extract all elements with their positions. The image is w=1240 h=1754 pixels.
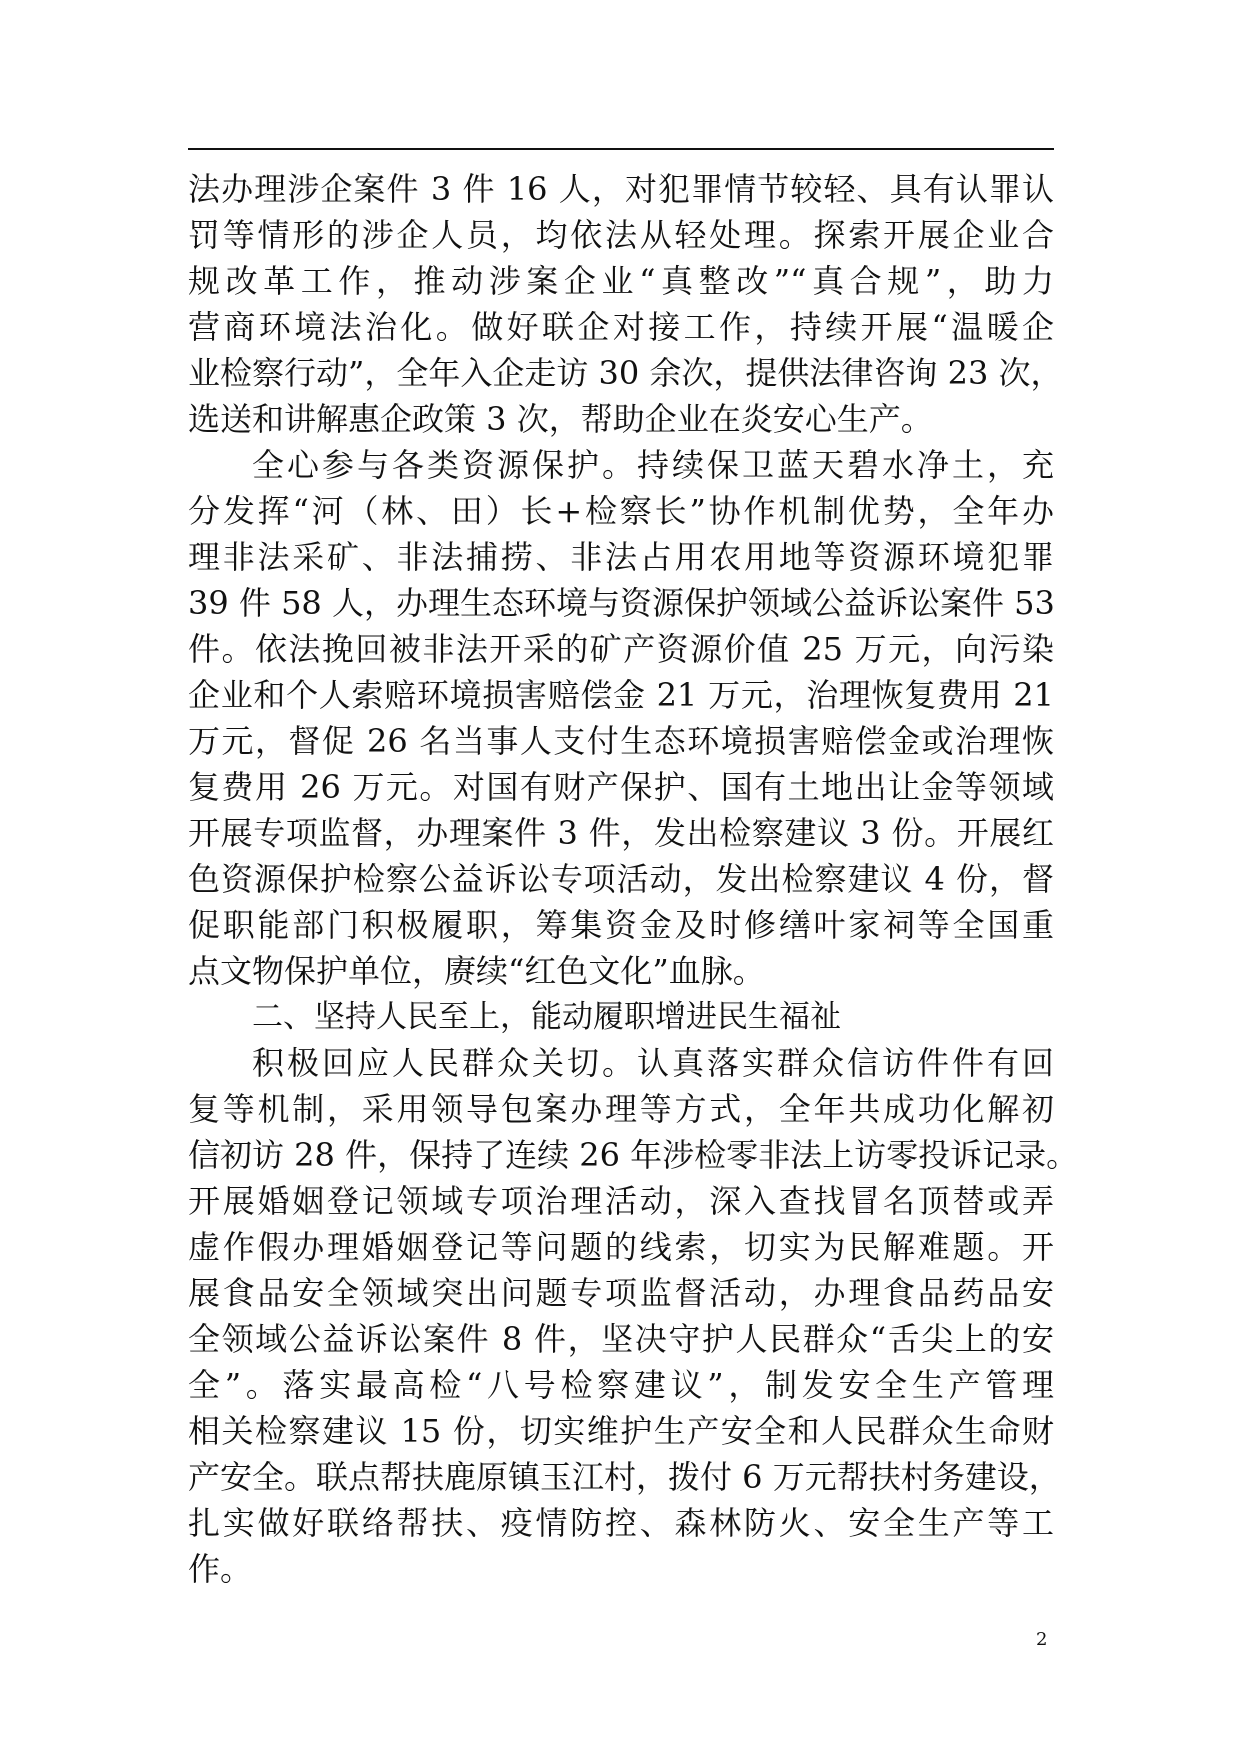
paragraph-line-23: 开展婚姻登记领域专项治理活动，深入查找冒名顶替或弄 xyxy=(188,1182,1054,1220)
paragraph-line-29: 产安全。联点帮扶鹿原镇玉江村，拨付 6 万元帮扶村务建设， xyxy=(188,1458,1061,1496)
paragraph-line-15: 开展专项监督，办理案件 3 件，发出检察建议 3 份。开展红 xyxy=(188,814,1054,852)
paragraph-line-9: 理非法采矿、非法捕捞、非法占用农用地等资源环境犯罪 xyxy=(188,538,1054,576)
paragraph-line-4: 营商环境法治化。做好联企对接工作，持续开展“温暖企 xyxy=(188,308,1054,346)
paragraph-line-3: 规改革工作，推动涉案企业“真整改”“真合规”，助力 xyxy=(188,262,1054,300)
section-heading: 二、坚持人民至上，能动履职增进民生福祉 xyxy=(252,999,841,1035)
paragraph-line-11: 件。依法挽回被非法开采的矿产资源价值 25 万元，向污染 xyxy=(188,630,1054,668)
paragraph-line-21: 复等机制，采用领导包案办理等方式，全年共成功化解初 xyxy=(188,1090,1054,1128)
paragraph-line-17: 促职能部门积极履职，筹集资金及时修缮叶家祠等全国重 xyxy=(188,906,1054,944)
page-number: 2 xyxy=(1036,1629,1048,1650)
paragraph-line-26: 全领域公益诉讼案件 8 件，坚决守护人民群众“舌尖上的安 xyxy=(188,1320,1054,1358)
paragraph-line-12: 企业和个人索赔环境损害赔偿金 21 万元，治理恢复费用 21 xyxy=(188,676,1054,714)
paragraph-line-22: 信初访 28 件，保持了连续 26 年涉检零非法上访零投诉记录。 xyxy=(188,1136,1079,1174)
paragraph-line-6: 选送和讲解惠企政策 3 次，帮助企业在炎安心生产。 xyxy=(188,400,933,438)
paragraph-line-16: 色资源保护检察公益诉讼专项活动，发出检察建议 4 份，督 xyxy=(188,860,1054,898)
paragraph-line-1: 法办理涉企案件 3 件 16 人，对犯罪情节较轻、具有认罪认 xyxy=(188,170,1054,208)
document-body xyxy=(188,166,1079,1592)
paragraph-line-25: 展食品安全领域突出问题专项监督活动，办理食品药品安 xyxy=(188,1274,1054,1312)
header-rule xyxy=(188,148,1054,150)
paragraph-line-28: 相关检察建议 15 份，切实维护生产安全和人民群众生命财 xyxy=(188,1412,1054,1450)
paragraph-line-8: 分发挥“河（林、田）长+检察长”协作机制优势，全年办 xyxy=(188,492,1054,530)
paragraph-line-31: 作。 xyxy=(188,1550,253,1588)
paragraph-line-5: 业检察行动”，全年入企走访 30 余次，提供法律咨询 23 次， xyxy=(188,354,1063,392)
paragraph-line-24: 虚作假办理婚姻登记等问题的线索，切实为民解难题。开 xyxy=(188,1228,1054,1266)
paragraph-line-27: 全”。落实最高检“八号检察建议”，制发安全生产管理 xyxy=(188,1366,1054,1404)
paragraph-line-30: 扎实做好联络帮扶、疫情防控、森林防火、安全生产等工 xyxy=(188,1504,1054,1542)
paragraph-line-10: 39 件 58 人，办理生态环境与资源保护领域公益诉讼案件 53 xyxy=(188,584,1055,622)
paragraph-line-20: 积极回应人民群众关切。认真落实群众信访件件有回 xyxy=(252,1044,1054,1082)
paragraph-line-13: 万元，督促 26 名当事人支付生态环境损害赔偿金或治理恢 xyxy=(188,722,1054,760)
paragraph-line-14: 复费用 26 万元。对国有财产保护、国有土地出让金等领域 xyxy=(188,768,1054,806)
paragraph-line-2: 罚等情形的涉企人员，均依法从轻处理。探索开展企业合 xyxy=(188,216,1054,254)
paragraph-line-7: 全心参与各类资源保护。持续保卫蓝天碧水净土，充 xyxy=(252,446,1054,484)
paragraph-line-18: 点文物保护单位，赓续“红色文化”血脉。 xyxy=(188,952,765,990)
